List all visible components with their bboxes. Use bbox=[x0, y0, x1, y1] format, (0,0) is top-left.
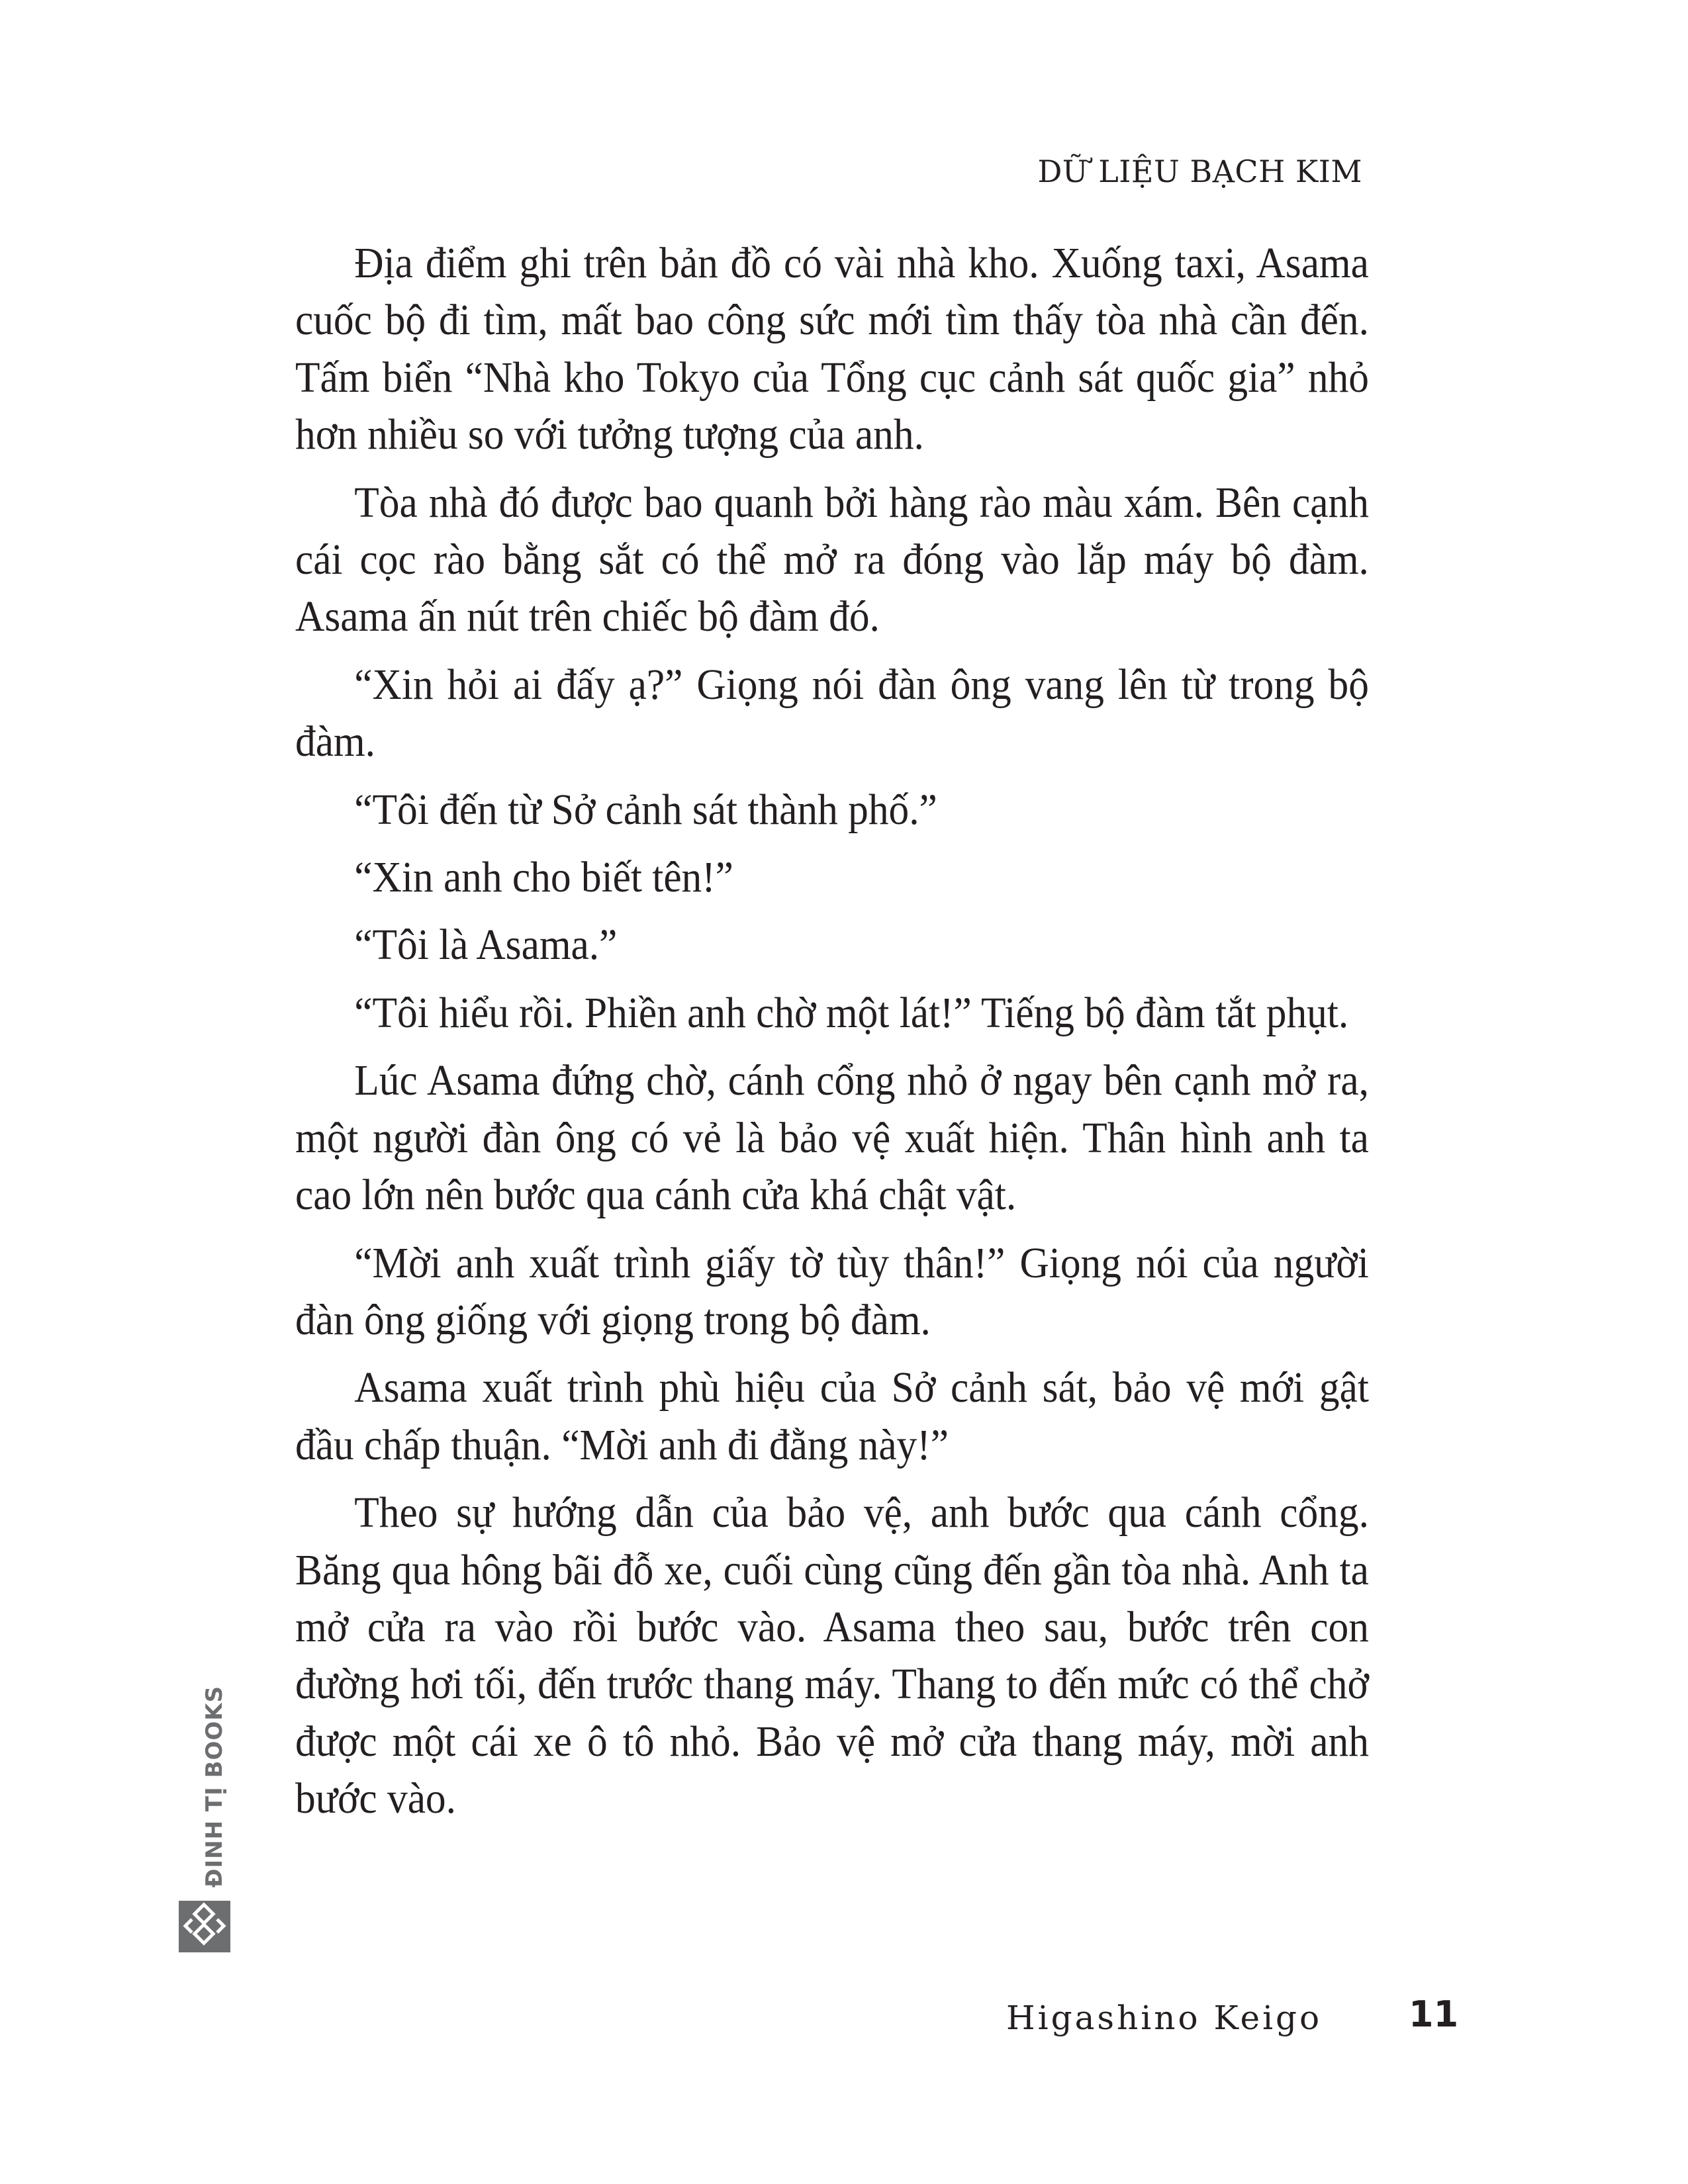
paragraph: “Tôi đến từ Sở cảnh sát thành phố.” bbox=[354, 785, 937, 834]
footer-author: Higashino Keigo bbox=[1006, 1999, 1323, 2037]
paragraph: “Mời anh xuất trình giấy tờ tùy thân!” Giọng nói của người đàn ông giống với giọng trong bộ đàm. bbox=[295, 1238, 1369, 1344]
paragraph: “Tôi hiểu rồi. Phiền anh chờ một lát!” Tiếng bộ đàm tắt phụt. bbox=[354, 988, 1349, 1037]
paragraph: “Xin hỏi ai đấy ạ?” Giọng nói đàn ông vang lên từ trong bộ đàm. bbox=[295, 660, 1369, 766]
paragraph: Tòa nhà đó được bao quanh bởi hàng rào màu xám. Bên cạnh cái cọc rào bằng sắt có thể mở ra đóng vào lắp máy bộ đàm. Asama ấn nút trên chiếc bộ đàm đó. bbox=[295, 478, 1369, 641]
paragraph: Asama xuất trình phù hiệu của Sở cảnh sát, bảo vệ mới gật đầu chấp thuận. “Mời anh đi đằng này!” bbox=[295, 1363, 1369, 1469]
paragraph: Địa điểm ghi trên bản đồ có vài nhà kho. Xuống taxi, Asama cuốc bộ đi tìm, mất bao công sức mới tìm thấy tòa nhà cần đến. Tấm biển “Nhà kho Tokyo của Tổng cục cảnh sát quốc gia” nhỏ hơn nhiều so với tưởng tượng của anh. bbox=[295, 239, 1369, 459]
publisher-mark bbox=[179, 1685, 238, 1952]
paragraph: Theo sự hướng dẫn của bảo vệ, anh bước qua cánh cổng. Băng qua hông bãi đỗ xe, cuối cùng cũng đến gần tòa nhà. Anh ta mở cửa ra vào rồi bước vào. Asama theo sau, bước trên con đường hơi tối, đến trước thang máy. Thang to đến mức có thể chở được một cái xe ô tô nhỏ. Bảo vệ mở cửa thang máy, mời anh bước vào. bbox=[295, 1488, 1369, 1823]
paragraph: Lúc Asama đứng chờ, cánh cổng nhỏ ở ngay bên cạnh mở ra, một người đàn ông có vẻ là bảo vệ xuất hiện. Thân hình anh ta cao lớn nên bước qua cánh cửa khá chật vật. bbox=[295, 1056, 1369, 1220]
paragraph: “Xin anh cho biết tên!” bbox=[354, 853, 733, 902]
body-text bbox=[295, 235, 1369, 1839]
page-number: 11 bbox=[1409, 1993, 1459, 2035]
publisher-name: ĐINH TỊ BOOKS bbox=[201, 1685, 228, 1888]
running-head-book-title: DỮ LIỆU BẠCH KIM bbox=[1037, 154, 1362, 189]
paragraph: “Tôi là Asama.” bbox=[354, 921, 618, 970]
dinh-ti-diamond-logo-icon bbox=[179, 1901, 230, 1952]
